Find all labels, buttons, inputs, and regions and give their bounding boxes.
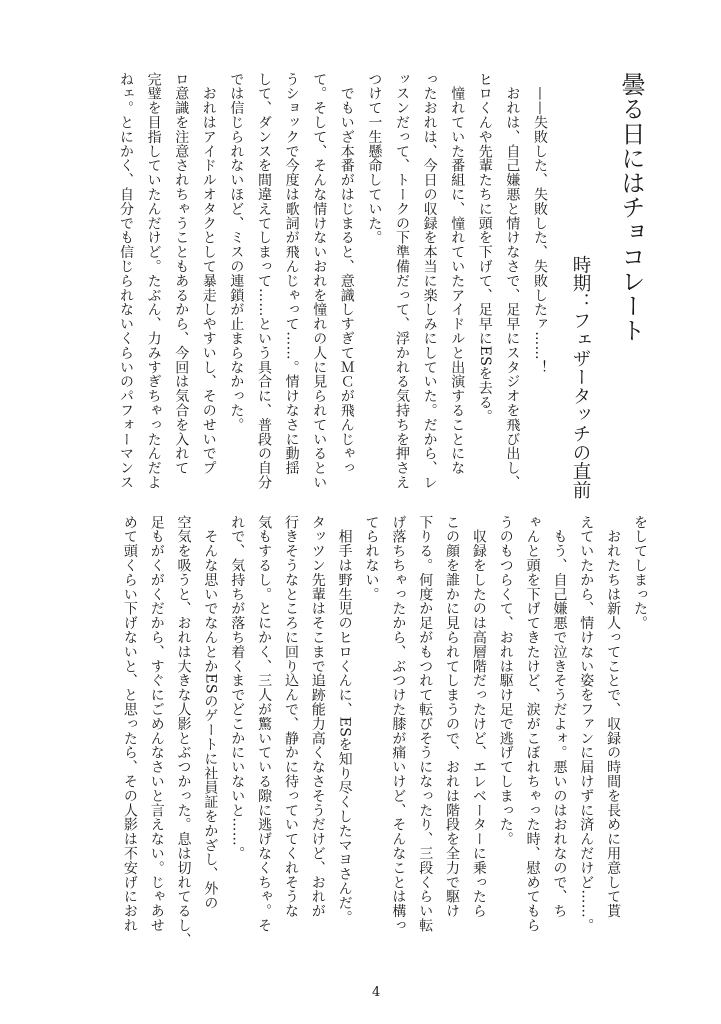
text-line: うショックで今度は歌詞が飛んじゃって……。情けなさに動揺 [283, 72, 300, 476]
text-line: ロ意識を注意されちゃうこともあるから、今回は気合を入れて [173, 72, 190, 476]
text-line: 完璧を目指していたんだけど。たぶん、力みすぎちゃったんだよ [145, 72, 162, 490]
story-title: 曇る日にはチョコレート [617, 72, 645, 343]
text-line: つけて一生懸命していた。 [366, 72, 383, 245]
text-line: て。そして、そんな情けないおれを憧れの人に見られているとい [311, 72, 328, 490]
text-line: おれは、自己嫌悪と情けなさで、足早にスタジオを飛び出し、 [504, 72, 521, 490]
text-line: 収録をしたのは高層階だったけど、エレベーターに乗ったら [470, 515, 487, 919]
text-line: てられない。 [363, 515, 380, 602]
text-line: うのもつらくて、おれは駆け足で逃げてしまった。 [497, 515, 514, 847]
text-line: 相手は野生児のヒロくんに、ESを知り尽くしたマヨさんだ。 [336, 515, 353, 925]
text-line: 気もするし。とにかく、三人が驚いている隙に逃げなくちゃ。そ [256, 515, 273, 933]
page-number: 4 [372, 985, 381, 1000]
text-line: めて頭くらい下げないと、と思ったら、その人影は不安げにおれ [121, 515, 138, 933]
text-line: 足もがくがくだから、すぐにごめんなさいと言えない。じゃあせ [148, 515, 165, 933]
text-line: この顔を誰かに見られてしまうので、おれは階段を全力で駆け [444, 515, 461, 919]
text-line: ったおれは、今日の収録を本当に楽しみにしていた。だから、レ [421, 72, 438, 490]
text-line: ——失敗した、失敗した、失敗したァ……！ [532, 72, 548, 375]
text-line: ねェ。とにかく、自分でも信じられないくらいのパフォーマンス [118, 72, 134, 490]
text-line: をしてしまった。 [632, 515, 648, 631]
text-line: おれはアイドルオタクとして暴走しやすいし、そのせいでプ [200, 72, 217, 476]
text-line: げ落ちちゃったから、ぶつけた膝が痛いけど、そんなことは構っ [390, 515, 407, 933]
text-line: もう、自己嫌悪で泣きそうだよォ。悪いのはおれなので、ち [551, 515, 568, 919]
text-line: して、ダンスを間違えてしまって……という具合に、普段の自分 [256, 72, 272, 490]
text-line: でもいざ本番がはじまると、意識しすぎてＭＣが飛んじゃっ [338, 72, 355, 476]
story-subtitle: 時期：フェザータッチの直前 [570, 255, 591, 500]
text-line: れで、気持ちが落ち着くまでどこかにいないと……。 [229, 515, 246, 861]
text-line: ゃんと頭を下げてきたけど、涙がこぼれちゃった時、慰めてもら [524, 515, 541, 933]
text-line: ヒロくんや先輩たちに頭を下げて、足早にESを去る。 [476, 72, 493, 424]
text-line: では信じられないほど、ミスの連鎖が止まらなかった。 [228, 72, 245, 432]
text-line: そんな思いでなんとかESのゲートに社員証をかざし、外の [202, 515, 219, 911]
text-line: タッツン先輩はそこまで追跡能力高くなさそうだけど、おれが [309, 515, 326, 919]
text-line: おれたちは新人ってことで、収録の時間を長めに用意して貰 [605, 515, 622, 919]
text-line: 憧れていた番組に、憧れていたアイドルと出演することにな [449, 72, 466, 476]
text-line: 下りる。何度か足がもつれて転びそうになったり、三段くらい転 [417, 515, 434, 933]
text-line: ッスンだって、トークの下準備だって、浮かれる気持ちを押さえ [394, 72, 410, 490]
text-line: えていたから、情けない姿をファンに届けずに済んだけど……。 [578, 515, 595, 933]
text-line: 行きそうなところに回り込んで、静かに待っていてくれそうな [282, 515, 299, 919]
text-line: 空気を吸うと、おれは大きな人影とぶつかった。息は切れてるし、 [175, 515, 192, 947]
